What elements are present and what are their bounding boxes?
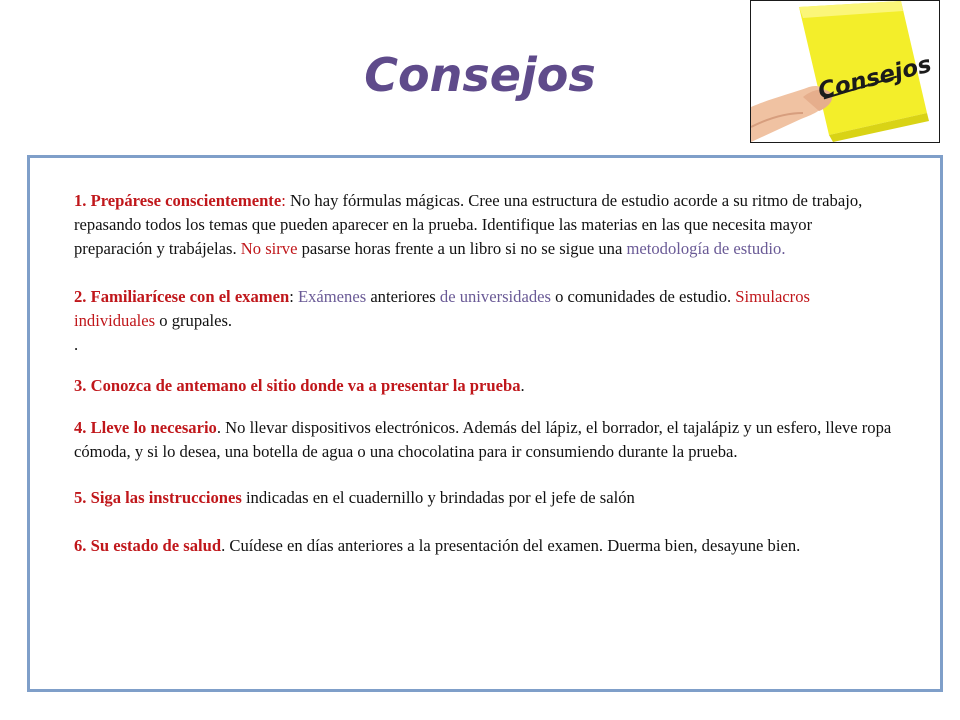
- tip-3: [74, 374, 894, 398]
- tip-1-separator: :: [281, 191, 286, 210]
- tip-5: [74, 486, 894, 510]
- page-title: Consejos: [364, 48, 596, 102]
- tip-6-text: . Cuídese en días anteriores a la presentación del examen. Duerma bien, desayune bien.: [221, 536, 801, 555]
- tip-2-purple-a: Exámenes: [297, 287, 371, 306]
- tip-1-text-b: pasarse horas frente a un libro si no se sigue una: [297, 239, 627, 258]
- tips-content-box: [27, 155, 943, 692]
- tip-2-separator: :: [289, 287, 298, 306]
- tip-1-purple-phrase: metodología de estudio: [626, 239, 782, 258]
- tip-2-red-phrase: Simulacros individuales: [74, 287, 810, 330]
- note-caption: Consejos: [815, 51, 935, 105]
- tip-1-heading: 1. Prepárese conscientemente: [74, 191, 282, 210]
- tip-4-heading: 4. Lleve lo necesario: [74, 418, 217, 437]
- tip-4: [74, 416, 894, 464]
- hand-holding-note-icon: [751, 1, 939, 142]
- tip-1: [74, 189, 894, 261]
- tip-6: [74, 534, 894, 558]
- tip-4-text: . No llevar dispositivos electrónicos. Además del lápiz, el borrador, el tajalápiz y un esfero, lleve ropa cómoda, y si lo desea, una botella de agua o una chocolatina para ir consumiendo durante la prueba.: [74, 418, 892, 461]
- tip-3-heading: 3. Conozca de antemano el sitio donde va a presentar la prueba: [74, 376, 521, 395]
- tip-3-end: .: [520, 376, 525, 395]
- tip-1-text-a: No hay fórmulas mágicas. Cree una estructura de estudio acorde a su ritmo de trabajo, repasando todos los temas que pueden aparecer en la prueba. Identifique las materias en las que necesita mayor preparación y trabájelas.: [74, 191, 863, 258]
- tip-2-heading: 2. Familiarícese con el examen: [74, 287, 290, 306]
- tip-1-end: .: [781, 239, 786, 258]
- tip-5-heading: 5. Siga las instrucciones: [74, 488, 242, 507]
- tip-2-purple-b: de universidades: [439, 287, 551, 306]
- tips-list: [74, 189, 894, 558]
- tip-2-dot: .: [74, 335, 79, 354]
- tip-2-text-a: anteriores: [370, 287, 440, 306]
- tip-2-text-c: o grupales.: [155, 311, 233, 330]
- tip-1-red-phrase: No sirve: [240, 239, 298, 258]
- tip-2: [74, 285, 894, 333]
- tip-6-heading: 6. Su estado de salud: [74, 536, 222, 555]
- tip-5-text: indicadas en el cuadernillo y brindadas por el jefe de salón: [241, 488, 635, 507]
- sticky-note-image: [750, 0, 940, 143]
- tip-2-text-b: o comunidades de estudio.: [550, 287, 736, 306]
